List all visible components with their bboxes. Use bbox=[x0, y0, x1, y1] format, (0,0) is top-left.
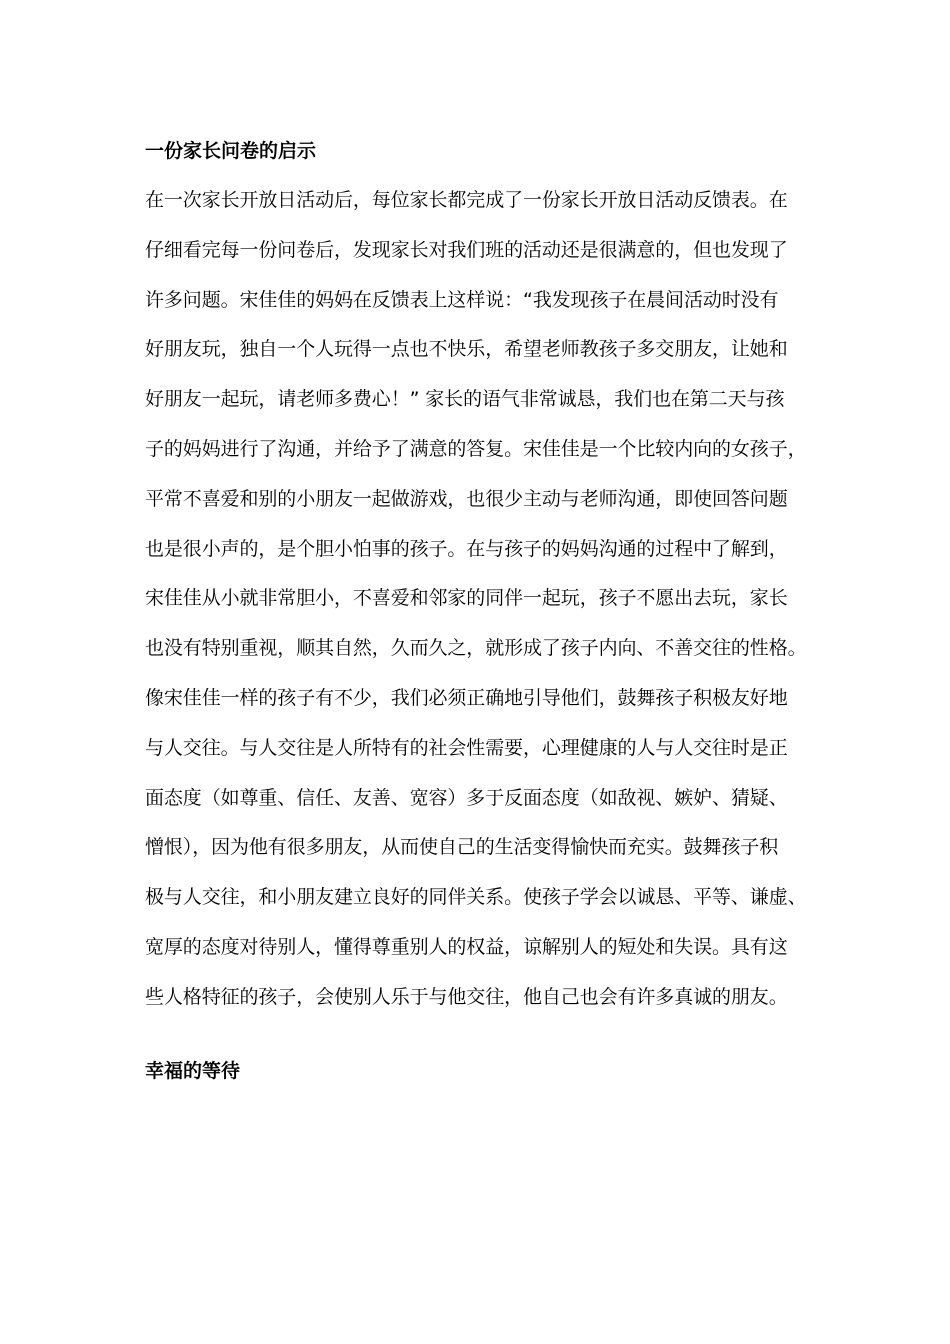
paragraph-line: 好朋友一起玩，请老师多费心！” 家长的语气非常诚恳，我们也在第二天与孩 bbox=[145, 388, 785, 411]
paragraph-line: 极与人交往，和小朋友建立良好的同伴关系。使孩子学会以诚恳、平等、谦虚、 bbox=[145, 886, 807, 909]
paragraph-line: 也是很小声的，是个胆小怕事的孩子。在与孩子的妈妈沟通的过程中了解到， bbox=[145, 537, 788, 560]
paragraph-line: 宽厚的态度对待别人，懂得尊重别人的权益，谅解别人的短处和失误。具有这 bbox=[145, 935, 788, 958]
paragraph-line: 与人交往。与人交往是人所特有的社会性需要，心理健康的人与人交往时是正 bbox=[145, 736, 788, 759]
section-title-happy-waiting: 幸福的等待 bbox=[145, 1060, 241, 1082]
paragraph-line: 宋佳佳从小就非常胆小，不喜爱和邻家的同伴一起玩，孩子不愿出去玩，家长 bbox=[145, 587, 788, 610]
section-title-questionnaire: 一份家长问卷的启示 bbox=[145, 140, 317, 162]
paragraph-line: 像宋佳佳一样的孩子有不少，我们必须正确地引导他们，鼓舞孩子积极友好地 bbox=[145, 686, 788, 709]
paragraph-line: 憎恨），因为他有很多朋友，从而使自己的生活变得愉快而充实。鼓舞孩子积 bbox=[145, 836, 779, 859]
paragraph-line: 平常不喜爱和别的小朋友一起做游戏，也很少主动与老师沟通，即使回答问题 bbox=[145, 487, 788, 510]
paragraph-line: 在一次家长开放日活动后，每位家长都完成了一份家长开放日活动反馈表。在 bbox=[145, 189, 788, 211]
body-paragraph bbox=[145, 185, 815, 1032]
paragraph-line: 面态度（如尊重、信任、友善、宽容）多于反面态度（如敌视、嫉妒、猜疑、 bbox=[145, 786, 788, 809]
paragraph-line: 子的妈妈进行了沟通，并给予了满意的答复。宋佳佳是一个比较内向的女孩子， bbox=[145, 437, 807, 460]
paragraph-line: 也没有特别重视，顺其自然，久而久之，就形成了孩子内向、不善交往的性格。 bbox=[145, 637, 807, 660]
paragraph-line: 些人格特征的孩子，会使别人乐于与他交往，他自己也会有许多真诚的朋友。 bbox=[145, 985, 788, 1008]
paragraph-line: 许多问题。宋佳佳的妈妈在反馈表上这样说：“我发现孩子在晨间活动时没有 bbox=[145, 288, 779, 311]
paragraph-line: 仔细看完每一份问卷后，发现家长对我们班的活动还是很满意的，但也发现了 bbox=[145, 238, 788, 261]
paragraph-line: 好朋友玩，独自一个人玩得一点也不快乐，希望老师教孩子多交朋友，让她和 bbox=[145, 338, 788, 361]
